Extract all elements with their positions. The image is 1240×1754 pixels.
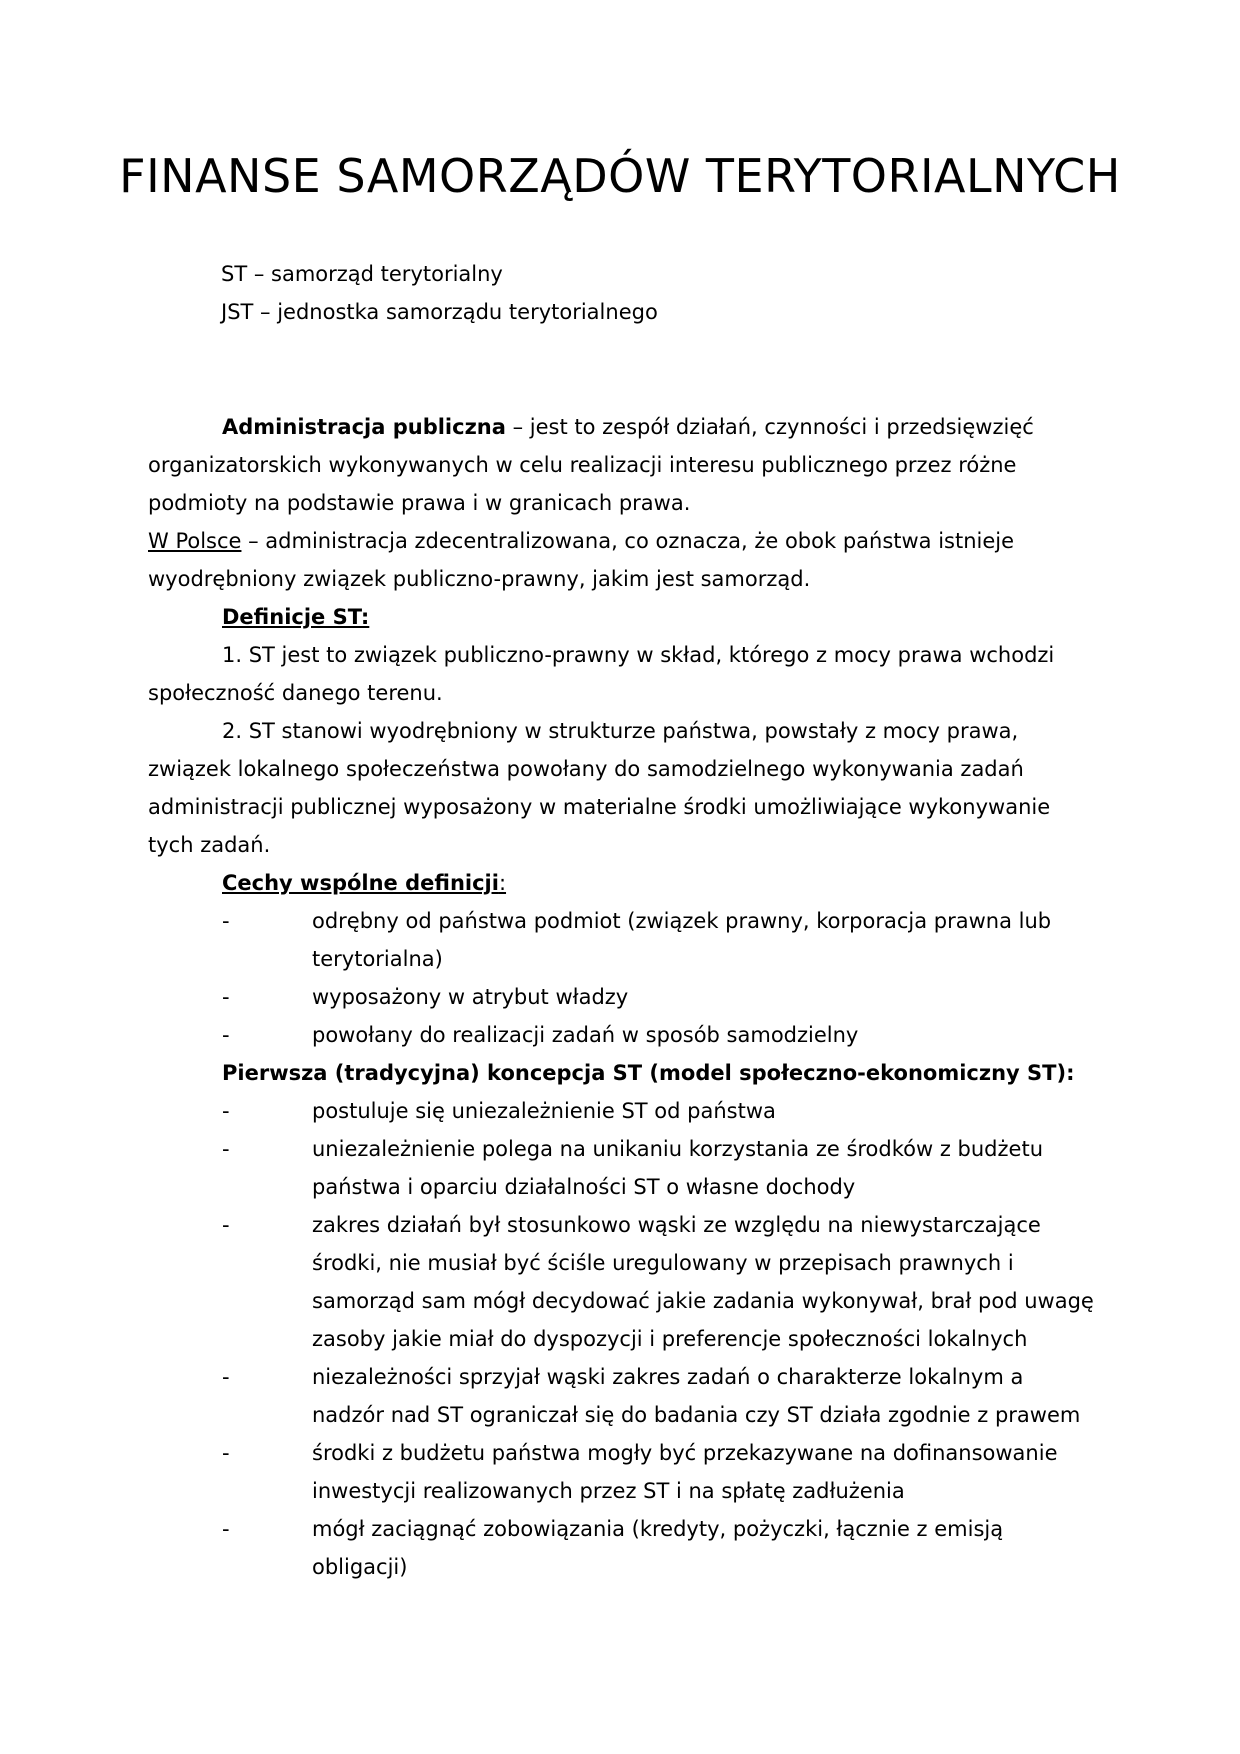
bullet-dash: - [222,985,230,1009]
document-body [148,408,1098,1586]
bullet-dash: - [222,1023,230,1047]
concept-heading: Pierwsza (tradycyjna) koncepcja ST (model społeczno-ekonomiczny ST): [222,1061,1075,1085]
bullet-dash: - [222,1137,230,1161]
poland-text: – administracja zdecentralizowana, co oznacza, że obok państwa istnieje wyodrębniony związek publiczno-prawny, jakim jest samorząd. [148,529,1015,591]
list-item [148,1358,1098,1434]
admin-paragraph [148,408,1098,522]
page-title: FINANSE SAMORZĄDÓW TERYTORIALNYCH [119,149,1121,203]
list-item [148,1092,1098,1130]
list-item-text: postuluje się uniezależnienie ST od państwa [312,1099,776,1123]
list-item-text: powołany do realizacji zadań w sposób samodzielny [312,1023,859,1047]
bullet-dash: - [222,1213,230,1237]
list-item-text: wyposażony w atrybut władzy [312,985,629,1009]
common-features-heading: Cechy wspólne definicji: [222,871,507,895]
bullet-dash: - [222,909,230,933]
list-item [148,1130,1098,1206]
abbreviation-jst: JST – jednostka samorządu terytorialnego [221,300,658,324]
bullet-dash: - [222,1365,230,1389]
definition-item: 2. ST stanowi wyodrębniony w strukturze państwa, powstały z mocy prawa, związek lokalnego społeczeństwa powołany do samodzielnego wykonywania zadań administracji publicznej wyposażony w materialne środki umożliwiające wykonywanie tych zadań. [148,719,1051,857]
list-item-text: odrębny od państwa podmiot (związek prawny, korporacja prawna lub terytorialna) [312,909,1052,971]
bullet-dash: - [222,1099,230,1123]
poland-label: W Polsce [148,529,242,553]
list-item-text: uniezależnienie polega na unikaniu korzystania ze środków z budżetu państwa i oparciu działalności ST o własne dochody [312,1137,1044,1199]
list-item [148,978,1098,1016]
list-item [148,1434,1098,1510]
list-item [148,1016,1098,1054]
definition-item: 1. ST jest to związek publiczno-prawny w skład, którego z mocy prawa wchodzi społeczność danego terenu. [148,643,1055,705]
admin-term: Administracja publiczna [222,415,506,439]
bullet-dash: - [222,1441,230,1465]
list-item-text: niezależności sprzyjał wąski zakres zadań o charakterze lokalnym a nadzór nad ST ograniczał się do badania czy ST działa zgodnie z prawem [312,1365,1081,1427]
list-item [148,1510,1098,1586]
list-item [148,1206,1098,1358]
list-item-text: zakres działań był stosunkowo wąski ze względu na niewystarczające środki, nie musiał być ściśle uregulowany w przepisach prawnych i samorząd sam mógł decydować jakie zadania wykonywał, brał pod uwagę zasoby jakie miał do dyspozycji i preferencje społeczności lokalnych [312,1213,1094,1351]
abbreviation-st: ST – samorząd terytorialny [221,262,503,286]
bullet-dash: - [222,1517,230,1541]
admin-definition: – jest to zespół działań, czynności i przedsięwzięć organizatorskich wykonywanych w celu realizacji interesu publicznego przez różne podmioty na podstawie prawa i w granicach prawa. [148,415,1034,515]
list-item [148,902,1098,978]
poland-paragraph [148,522,1098,598]
list-item-text: mógł zaciągnąć zobowiązania (kredyty, pożyczki, łącznie z emisją obligacji) [312,1517,1004,1579]
list-item-text: środki z budżetu państwa mogły być przekazywane na dofinansowanie inwestycji realizowanych przez ST i na spłatę zadłużenia [312,1441,1058,1503]
definitions-heading: Definicje ST: [222,605,370,629]
